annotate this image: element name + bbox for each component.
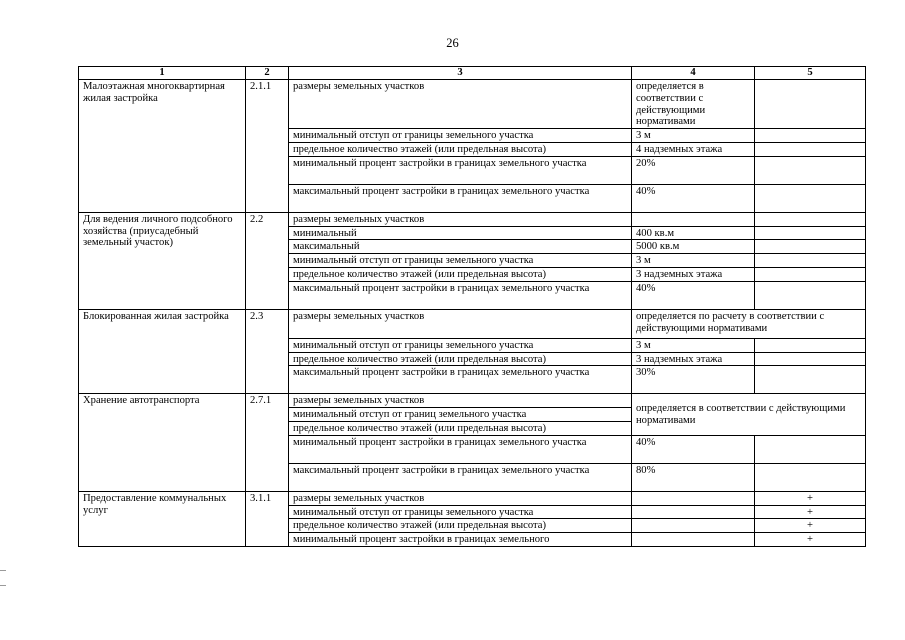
use-type-code: 2.7.1 [246,394,289,491]
table-row [79,309,866,338]
header-cell-3: 3 [289,67,632,80]
use-type-name: Для ведения личного подсобного хозяйства (приусадебный земельный участок) [79,212,246,309]
col5-cell [755,240,866,254]
parameter-cell: максимальный процент застройки в границах земельного участка [289,463,632,491]
parameter-cell: размеры земельных участков [289,491,632,505]
table-row [79,491,866,505]
col5-cell [755,129,866,143]
value-cell: 4 надземных этажа [632,142,755,156]
use-type-name: Блокированная жилая застройка [79,309,246,394]
parameter-cell: размеры земельных участков [289,394,632,408]
parameter-cell: предельное количество этажей (или предельная высота) [289,267,632,281]
value-cell [632,505,755,519]
parameter-cell: минимальный процент застройки в границах земельного участка [289,435,632,463]
col5-cell [755,156,866,184]
use-type-name: Малоэтажная многоквартирная жилая застройка [79,80,246,213]
parameter-cell: минимальный отступ от границы земельного участка [289,505,632,519]
col5-cell [755,281,866,309]
col5-cell [755,435,866,463]
value-cell [632,212,755,226]
parameter-cell: минимальный отступ от границы земельного участка [289,338,632,352]
use-type-code: 2.3 [246,309,289,394]
col5-cell [755,142,866,156]
parameter-cell: предельное количество этажей (или предельная высота) [289,352,632,366]
col5-cell [755,226,866,240]
col5-cell [755,338,866,352]
header-cell-1: 1 [79,67,246,80]
value-cell: 40% [632,184,755,212]
value-cell: определяется по расчету в соответствии с действующими нормативами [632,309,866,338]
parameter-cell: максимальный процент застройки в границах земельного участка [289,366,632,394]
col5-cell [755,80,866,129]
use-type-code: 2.2 [246,212,289,309]
value-cell [632,491,755,505]
parameter-cell: размеры земельных участков [289,309,632,338]
value-cell: 3 надземных этажа [632,352,755,366]
parameter-cell: максимальный процент застройки в границах земельного участка [289,281,632,309]
col5-cell [755,212,866,226]
page-number: 26 [446,36,459,50]
value-cell: 5000 кв.м [632,240,755,254]
col5-cell [755,463,866,491]
col5-cell [755,267,866,281]
table-row [79,80,866,129]
value-cell: 400 кв.м [632,226,755,240]
value-cell: 80% [632,463,755,491]
parameter-cell: минимальный отступ от границы земельного участка [289,129,632,143]
margin-tick-mark [0,570,6,571]
parameter-cell: максимальный процент застройки в границах земельного участка [289,184,632,212]
parameter-cell: максимальный [289,240,632,254]
col5-cell [755,254,866,268]
parameter-cell: размеры земельных участков [289,212,632,226]
parameter-cell: минимальный отступ от границ земельного участка [289,408,632,422]
table-row [79,394,866,408]
col5-cell: + [755,505,866,519]
col5-cell [755,366,866,394]
header-row [79,67,866,80]
parameter-cell: размеры земельных участков [289,80,632,129]
col5-cell [755,352,866,366]
value-cell: 40% [632,281,755,309]
header-cell-5: 5 [755,67,866,80]
value-cell: 3 м [632,338,755,352]
col5-cell [755,184,866,212]
table-row [79,212,866,226]
parameter-cell: минимальный отступ от границы земельного участка [289,254,632,268]
use-type-name: Хранение автотранспорта [79,394,246,491]
use-type-code: 3.1.1 [246,491,289,546]
parameter-cell: минимальный [289,226,632,240]
value-cell: 20% [632,156,755,184]
use-type-code: 2.1.1 [246,80,289,213]
value-cell: 3 м [632,129,755,143]
regulations-table [78,66,866,547]
use-type-name: Предоставление коммунальных услуг [79,491,246,546]
value-cell: определяется в соответствии с действующими нормативами [632,80,755,129]
header-cell-2: 2 [246,67,289,80]
parameter-cell: минимальный процент застройки в границах земельного [289,533,632,547]
value-cell: 30% [632,366,755,394]
value-cell [632,533,755,547]
col5-cell: + [755,519,866,533]
value-cell: 40% [632,435,755,463]
value-cell: определяется в соответствии с действующими нормативами [632,394,866,435]
value-cell: 3 м [632,254,755,268]
parameter-cell: предельное количество этажей (или предельная высота) [289,421,632,435]
parameter-cell: предельное количество этажей (или предельная высота) [289,519,632,533]
parameter-cell: минимальный процент застройки в границах земельного участка [289,156,632,184]
value-cell [632,519,755,533]
header-cell-4: 4 [632,67,755,80]
value-cell: 3 надземных этажа [632,267,755,281]
col5-cell: + [755,533,866,547]
col5-cell: + [755,491,866,505]
margin-tick-mark [0,585,6,586]
parameter-cell: предельное количество этажей (или предельная высота) [289,142,632,156]
